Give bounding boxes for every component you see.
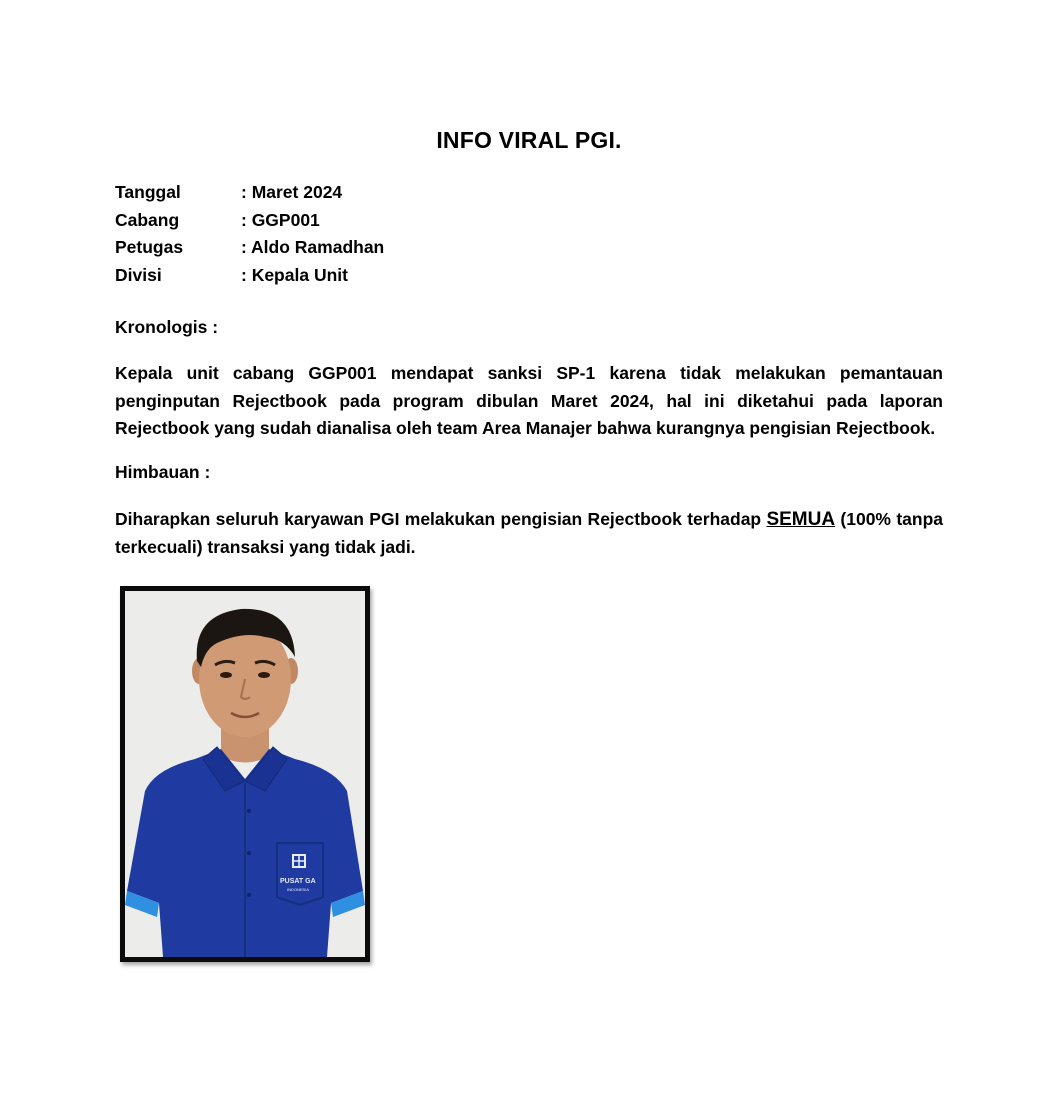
info-value: : Maret 2024: [241, 182, 343, 202]
info-value: : Aldo Ramadhan: [241, 237, 385, 257]
left-eye: [220, 672, 232, 678]
himbauan-emphasis: SEMUA: [766, 509, 836, 530]
logo-text: PUSAT GA: [280, 878, 316, 885]
info-value: : GGP001: [241, 209, 320, 230]
kronologis-heading: Kronologis :: [115, 317, 219, 337]
info-table: [115, 179, 384, 289]
info-label: Petugas: [115, 237, 184, 257]
info-row-tanggal: [115, 179, 384, 207]
himbauan-heading: Himbauan :: [115, 462, 211, 482]
info-value: : Kepala Unit: [241, 264, 348, 285]
himbauan-text-before: Diharapkan seluruh karyawan PGI melakukan pengisian Rejectbook terhadap: [115, 509, 767, 529]
employee-portrait: [125, 591, 365, 957]
right-eye: [258, 672, 270, 678]
button: [247, 809, 251, 813]
employee-photo: [120, 586, 370, 962]
button: [247, 893, 251, 897]
info-row-petugas: [115, 234, 384, 262]
logo-subtext: INDONESIA: [287, 887, 310, 892]
info-label: Tanggal: [115, 182, 181, 202]
info-row-cabang: [115, 207, 384, 235]
document-title: INFO VIRAL PGI.: [436, 127, 622, 153]
info-row-divisi: [115, 262, 384, 290]
info-label: Divisi: [115, 264, 162, 285]
button: [247, 851, 251, 855]
himbauan-paragraph: [115, 506, 943, 561]
kronologis-paragraph: Kepala unit cabang GGP001 mendapat sanksi SP-1 karena tidak melakukan pemantauan penginputan Rejectbook pada program dibulan Maret 2024, hal ini diketahui pada laporan Rejectbook yang sudah dianalisa oleh team Area Manajer bahwa kurangnya pengisian Rejectbook.: [115, 363, 943, 438]
himbauan-text-after: (100% tanpa terkecuali) transaksi yang tidak jadi.: [115, 509, 943, 557]
info-label: Cabang: [115, 209, 180, 230]
